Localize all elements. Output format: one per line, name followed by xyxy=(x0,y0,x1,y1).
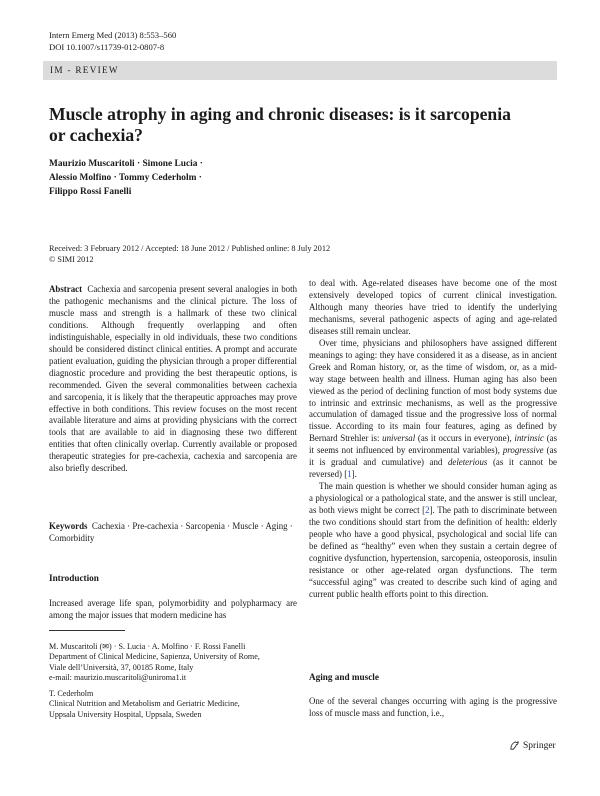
email-line[interactable]: e-mail: maurizio.muscaritoli@uniroma1.it xyxy=(49,672,187,682)
publisher-name: Springer xyxy=(523,740,556,751)
article-title-line-1: Muscle atrophy in aging and chronic diseases: is it sarcopenia xyxy=(49,104,511,124)
article-type-label: IM - REVIEW xyxy=(50,65,119,75)
copyright: © SIMI 2012 xyxy=(49,254,94,264)
keywords-label: Keywords xyxy=(49,521,88,531)
term-universal: universal xyxy=(382,433,416,444)
footnote-divider xyxy=(49,630,125,631)
body-paragraph: to deal with. Age-related diseases have become one of the most extensively developed topics of current clinical investigation. Although many theories have tried to identify the underlying mechanisms, several pathogenic aspects of aging and age-related diseases still remain unclear. xyxy=(309,278,557,336)
affiliation-line: M. Muscaritoli (✉) · S. Lucia · A. Molfino · F. Rossi Fanelli xyxy=(49,642,246,651)
article-title xyxy=(49,104,559,146)
author-list xyxy=(49,157,203,200)
body-paragraph: The main question is whether we should consider human aging as a physiological or a pathological state, and the answer is still unclear, as both views might be correct [2]. The path to discriminate between the two conditions should start from the definition of health: elderly people who have a good physical, psychological and social life can be defined as “healthy” even when they sustain a certain degree of cognitive dysfunction, hypertension, sarcopenia, osteoporosis, insulin resistance or other age-related organ dysfunctions. The term “successful aging” was created to describe such kind of aging and current public health efforts point to this direction. xyxy=(309,481,557,599)
affiliation-2 xyxy=(49,689,297,720)
aging-muscle-text: One of the several changes occurring with aging is the progressive loss of muscle mass and function, i.e., xyxy=(309,696,557,718)
introduction-text: Increased average life span, polymorbidity and polypharmacy are among the major issues that modern medicine has xyxy=(49,598,297,620)
affiliation-line: Clinical Nutrition and Metabolism and Geriatric Medicine, xyxy=(49,699,240,709)
article-type-band xyxy=(43,61,557,80)
term-deleterious: deleterious xyxy=(447,457,488,468)
abstract-text: Cachexia and sarcopenia present several analogies in both the pathogenic mechanisms and the clinical picture. The loss of muscle mass and strength is a hallmark of these two clinical conditions. Although frequently overlapping and often indistinguishable, especially in old individuals, these two conditions should be considered distinct clinical entities. A prompt and accurate patient evaluation, guiding the physician through a proper differential diagnostic procedure and providing the best therapeutic options, is recommended. Given the several commonalities between cachexia and sarcopenia, it is likely that the therapeutic approaches may prove effective in both conditions. This review focuses on the most recent available literature and aims at providing physicians with the correct tools that are available to aid in diagnosing these two different entities that often clinically overlap. Currently available or proposed therapeutic strategies for pre-cachexia, cachexia and sarcopenia are also briefly described. xyxy=(49,284,298,474)
journal-header xyxy=(49,30,176,53)
author-line: Filippo Rossi Fanelli xyxy=(49,187,132,198)
affiliation-line: Department of Clinical Medicine, Sapienza, University of Rome, xyxy=(49,652,260,662)
aging-muscle-heading: Aging and muscle xyxy=(309,672,379,682)
doi: DOI 10.1007/s11739-012-0807-8 xyxy=(49,41,165,52)
author-line: Maurizio Muscaritoli · Simone Lucia · xyxy=(49,159,203,169)
term-intrinsic: intrinsic xyxy=(514,433,544,444)
springer-horse-icon xyxy=(509,740,520,751)
affiliation-1 xyxy=(49,642,297,683)
publisher-logo xyxy=(509,740,556,751)
affiliation-line: T. Cederholm xyxy=(49,689,94,698)
keywords xyxy=(49,520,297,544)
introduction-heading: Introduction xyxy=(49,573,99,583)
article-title-line-2: or cachexia? xyxy=(49,125,143,145)
author-line: Alessio Molfino · Tommy Cederholm · xyxy=(49,173,202,184)
publication-dates xyxy=(49,244,330,265)
abstract xyxy=(49,284,297,475)
citation-link-2[interactable]: 2 xyxy=(425,505,430,516)
citation-link-1[interactable]: 1 xyxy=(347,469,352,480)
affiliation-line: Uppsala University Hospital, Uppsala, Sweden xyxy=(49,709,202,719)
abstract-label: Abstract xyxy=(49,284,83,294)
body-paragraph: Over time, physicians and philosophers have assigned different meanings to aging: they have considered it as a disease, as in ancient Greek and Roman history, or, as the time of wisdom, or, as a mid-way stage between health and illness. Human aging has also been viewed as the period of declining function of most body systems due to intrinsic and extrinsic mechanisms, as well as the progressive accumulation of damaged tissue and the progressive loss of normal tissue. According to its main four features, aging as defined by Bernard Strehler is: universal (as it occurs in everyone), intrinsic (as it seems not influenced by environmental variables), progressive (as it is gradual and cumulative) and deleterious (as it cannot be reversed) [1]. xyxy=(309,337,558,480)
journal-citation: Intern Emerg Med (2013) 8:553–560 xyxy=(49,30,177,40)
received-accepted-published: Received: 3 February 2012 / Accepted: 18 June 2012 / Published online: 8 July 2012 xyxy=(49,244,331,253)
keywords-text: Cachexia · Pre-cachexia · Sarcopenia · Muscle · Aging · Comorbidity xyxy=(49,521,293,543)
right-column-body xyxy=(309,278,557,601)
term-progressive: progressive xyxy=(502,445,544,456)
affiliation-line: Viale dell’Università, 37, 00185 Rome, Italy xyxy=(49,662,194,672)
